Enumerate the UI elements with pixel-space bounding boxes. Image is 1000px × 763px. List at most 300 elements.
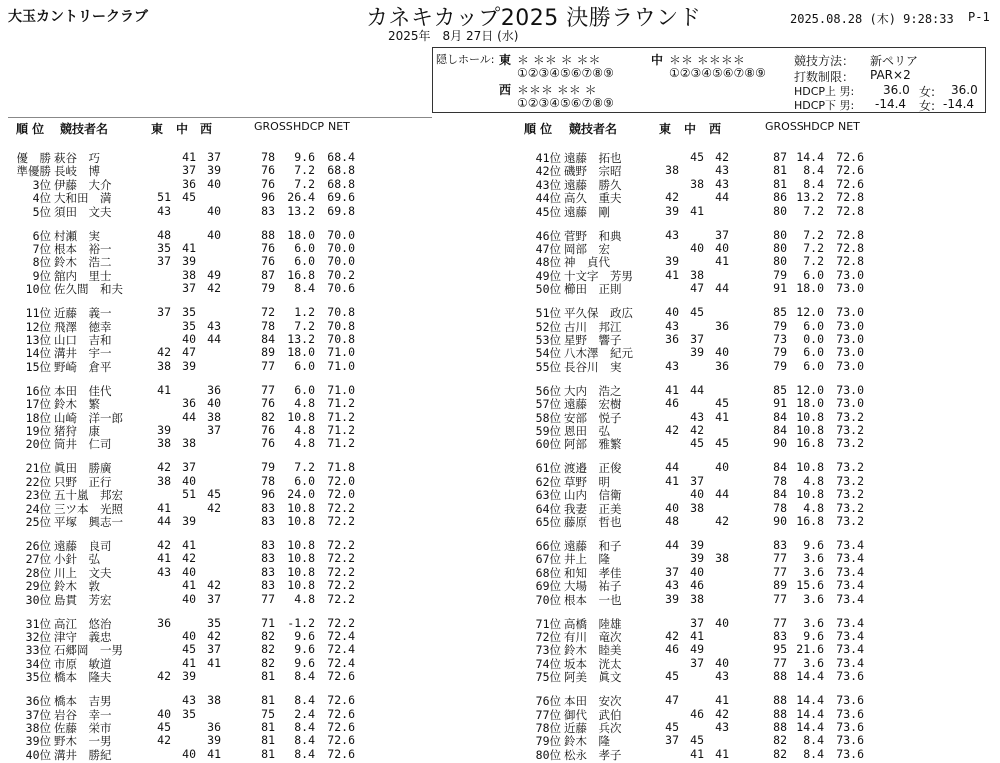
east-score-cell: 45 — [665, 669, 679, 684]
middle-score-cell: 39 — [182, 254, 196, 269]
hdcp-lower-label: HDCP下 男: — [794, 99, 855, 112]
hdcp-cell: 7.2 — [294, 318, 315, 333]
middle-score-cell: 37 — [690, 655, 704, 670]
middle-score-cell: 40 — [182, 591, 196, 606]
gross-cell: 83 — [261, 514, 275, 528]
middle-score-cell: 39 — [182, 669, 196, 684]
middle-score-cell: 47 — [182, 345, 196, 360]
table-row — [500, 383, 1000, 396]
middle-score-cell: 42 — [182, 551, 196, 566]
player-name-cell: 渡邉 正俊 — [564, 461, 622, 476]
rank-cell: 28位 — [25, 565, 51, 580]
middle-score-cell: 38 — [182, 267, 196, 282]
hdcp-cell: 4.8 — [294, 396, 315, 411]
table-row — [500, 474, 1000, 487]
player-name-cell: 五十嵐 邦宏 — [54, 488, 123, 503]
middle-hole-numbers: ①②③④⑤⑥⑦⑧⑨ — [669, 66, 766, 80]
middle-score-cell: 35 — [182, 706, 196, 721]
rank-cell: 78位 — [535, 721, 561, 735]
hdcp-cell: 15.6 — [796, 578, 824, 593]
gross-cell: 81 — [261, 693, 275, 708]
east-score-cell: 39 — [157, 423, 171, 437]
net-cell: 69.6 — [327, 190, 355, 205]
net-cell: 72.2 — [327, 578, 355, 593]
table-row — [0, 410, 440, 423]
header-net: NET — [328, 120, 350, 133]
player-name-cell: 近藤 義一 — [54, 306, 112, 321]
hdcp-lower-male: -14.4 — [875, 97, 907, 111]
hdcp-cell: 10.8 — [796, 423, 824, 437]
east-score-cell: 42 — [665, 423, 679, 437]
middle-score-cell: 41 — [182, 655, 196, 670]
gross-cell: 79 — [261, 281, 275, 296]
table-row — [500, 254, 1000, 270]
gross-cell: 84 — [773, 460, 787, 475]
rank-cell: 38位 — [25, 721, 51, 735]
hdcp-cell: 7.2 — [803, 254, 824, 269]
table-row — [500, 460, 1000, 476]
east-score-cell: 43 — [157, 564, 171, 579]
player-name-cell: 遠藤 剛 — [564, 204, 610, 219]
hdcp-cell: 6.0 — [803, 358, 824, 373]
gross-cell: 87 — [773, 150, 787, 164]
hdcp-cell: 10.8 — [287, 551, 315, 566]
rank-cell: 35位 — [25, 670, 51, 685]
player-name-cell: 遠藤 宏樹 — [564, 397, 622, 412]
middle-score-cell: 38 — [690, 267, 704, 282]
rank-cell: 26位 — [25, 539, 51, 553]
rank-cell: 10位 — [25, 282, 51, 297]
net-cell: 69.8 — [327, 203, 355, 218]
net-cell: 70.8 — [327, 332, 355, 346]
east-score-cell: 38 — [665, 163, 679, 178]
east-score-cell: 44 — [665, 538, 679, 552]
hdcp-cell: 10.8 — [287, 564, 315, 579]
east-score-cell: 42 — [665, 190, 679, 205]
rank-cell: 8位 — [32, 255, 51, 270]
middle-score-cell: 40 — [182, 332, 196, 346]
hdcp-cell: 13.2 — [287, 203, 315, 218]
gross-cell: 76 — [261, 241, 275, 255]
middle-score-cell: 40 — [182, 564, 196, 579]
east-score-cell: 48 — [665, 514, 679, 528]
net-cell: 71.0 — [327, 382, 355, 397]
east-score-cell: 42 — [157, 733, 171, 748]
rank-cell: 29位 — [25, 579, 51, 594]
east-score-cell: 37 — [157, 305, 171, 320]
net-cell: 70.2 — [327, 267, 355, 282]
table-row — [0, 383, 440, 396]
table-row — [500, 190, 1000, 206]
gross-cell: 81 — [773, 176, 787, 191]
table-row — [0, 747, 440, 760]
player-name-cell: 市原 敏道 — [54, 656, 112, 671]
rank-cell: 22位 — [25, 474, 51, 489]
rank-cell: 75位 — [535, 670, 561, 685]
player-name-cell: 津守 義忠 — [54, 630, 112, 644]
rank-cell: 30位 — [25, 592, 51, 607]
header-name: 競技者名 — [60, 122, 109, 136]
west-score-cell: 40 — [207, 227, 221, 242]
net-cell: 71.0 — [327, 358, 355, 373]
west-score-cell: 40 — [207, 176, 221, 191]
east-score-cell: 41 — [665, 473, 679, 488]
results-table-left — [0, 150, 440, 762]
header-east: 東 — [659, 122, 672, 136]
gross-cell: 75 — [261, 706, 275, 721]
hdcp-lower-female: -14.4 — [943, 97, 975, 111]
east-score-cell: 35 — [157, 241, 171, 255]
gross-cell: 77 — [773, 551, 787, 566]
east-score-cell: 40 — [157, 706, 171, 721]
player-name-cell: 溝井 宇一 — [54, 346, 112, 361]
gross-cell: 91 — [773, 281, 787, 296]
net-cell: 72.6 — [836, 176, 864, 191]
rank-cell: 23位 — [25, 488, 51, 503]
player-name-cell: 三ツ本 光照 — [54, 501, 123, 516]
table-row — [500, 592, 1000, 605]
player-name-cell: 遠藤 拓也 — [564, 151, 622, 165]
table-row — [500, 281, 1000, 297]
player-name-cell: 村瀬 実 — [54, 228, 100, 243]
gross-cell: 77 — [261, 358, 275, 373]
west-score-cell: 42 — [207, 578, 221, 593]
table-row — [500, 345, 1000, 361]
east-score-cell: 36 — [157, 615, 171, 630]
rank-cell: 24位 — [25, 501, 51, 516]
middle-score-cell: 47 — [690, 281, 704, 296]
gross-cell: 79 — [773, 345, 787, 360]
net-cell: 72.6 — [327, 669, 355, 684]
middle-score-cell: 39 — [182, 514, 196, 528]
table-row — [0, 656, 440, 669]
player-name-cell: 和知 孝佳 — [564, 565, 622, 580]
table-row — [0, 551, 440, 567]
hdcp-cell: 6.0 — [294, 382, 315, 397]
gross-cell: 88 — [773, 669, 787, 684]
west-score-cell: 36 — [715, 358, 729, 373]
west-score-cell: 42 — [715, 514, 729, 528]
rank-cell: 71位 — [535, 616, 561, 631]
east-score-cell: 42 — [157, 460, 171, 475]
net-cell: 72.4 — [327, 655, 355, 670]
rank-cell: 52位 — [535, 319, 561, 334]
hdcp-cell: 6.0 — [803, 318, 824, 333]
player-name-cell: 高江 悠治 — [54, 616, 112, 631]
table-row — [0, 474, 440, 487]
net-cell: 70.0 — [327, 241, 355, 255]
table-row — [500, 551, 1000, 567]
west-score-cell: 42 — [715, 706, 729, 721]
west-hidden-marks: ＊＊＊ ＊＊ ＊ — [517, 83, 597, 97]
gross-cell: 96 — [261, 190, 275, 205]
middle-score-cell: 41 — [182, 538, 196, 552]
table-row — [0, 345, 440, 361]
west-score-cell: 40 — [715, 655, 729, 670]
net-cell: 72.8 — [836, 241, 864, 255]
player-name-cell: 八木澤 紀元 — [564, 346, 633, 361]
gross-cell: 76 — [261, 254, 275, 269]
player-name-cell: 松永 孝子 — [564, 747, 622, 762]
rank-cell: 準優勝 — [16, 164, 51, 179]
table-row — [500, 720, 1000, 733]
west-score-cell: 41 — [715, 693, 729, 708]
middle-score-cell: 37 — [690, 615, 704, 630]
rank-cell: 53位 — [535, 333, 561, 347]
net-cell: 72.6 — [836, 150, 864, 164]
player-name-cell: 長谷川 実 — [564, 359, 622, 374]
table-row — [0, 281, 440, 297]
east-score-cell: 41 — [157, 500, 171, 515]
gross-cell: 83 — [261, 203, 275, 218]
gross-cell: 83 — [261, 564, 275, 579]
middle-score-cell: 40 — [182, 746, 196, 761]
gross-cell: 80 — [773, 203, 787, 218]
table-row — [0, 629, 440, 642]
table-row — [500, 733, 1000, 749]
net-cell: 72.2 — [327, 615, 355, 630]
table-row — [500, 410, 1000, 423]
middle-score-cell: 36 — [182, 396, 196, 411]
gross-cell: 85 — [773, 382, 787, 397]
west-score-cell: 41 — [207, 746, 221, 761]
rank-cell: 43位 — [535, 177, 561, 192]
table-row — [500, 423, 1000, 436]
hdcp-upper-label: HDCP上 男: — [794, 85, 855, 98]
west-score-cell: 42 — [715, 150, 729, 164]
rank-cell: 11位 — [25, 306, 51, 321]
table-row — [500, 359, 1000, 372]
rank-cell: 46位 — [535, 228, 561, 243]
hdcp-cell: 3.6 — [803, 591, 824, 606]
hdcp-cell: 8.4 — [803, 746, 824, 761]
hdcp-cell: 8.4 — [294, 733, 315, 748]
player-name-cell: 鈴木 敦 — [54, 579, 100, 594]
gross-cell: 89 — [261, 345, 275, 360]
east-hidden-marks: ＊ ＊＊ ＊ ＊＊ — [517, 53, 601, 67]
gross-cell: 81 — [261, 720, 275, 734]
gross-cell: 83 — [261, 538, 275, 552]
player-name-cell: 猪狩 康 — [54, 424, 100, 438]
rank-cell: 47位 — [535, 242, 561, 256]
player-name-cell: 鈴木 浩二 — [54, 255, 112, 270]
east-score-cell: 45 — [665, 720, 679, 734]
net-cell: 73.0 — [836, 318, 864, 333]
rank-cell: 15位 — [25, 359, 51, 374]
gross-cell: 88 — [773, 693, 787, 708]
east-score-cell: 39 — [665, 591, 679, 606]
hdcp-cell: 10.8 — [287, 500, 315, 515]
player-name-cell: 遠藤 勝久 — [564, 177, 622, 192]
east-score-cell: 36 — [665, 332, 679, 346]
gross-cell: 80 — [773, 227, 787, 242]
table-row — [0, 241, 440, 254]
net-cell: 73.6 — [836, 720, 864, 734]
net-cell: 71.2 — [327, 423, 355, 437]
gross-cell: 84 — [261, 332, 275, 346]
east-score-cell: 37 — [665, 733, 679, 748]
rank-cell: 25位 — [25, 515, 51, 529]
net-cell: 72.6 — [327, 706, 355, 721]
rank-cell: 48位 — [535, 255, 561, 270]
table-row — [500, 669, 1000, 685]
gross-cell: 82 — [773, 746, 787, 761]
table-row — [500, 319, 1000, 332]
hdcp-cell: 24.0 — [287, 487, 315, 502]
net-cell: 70.6 — [327, 281, 355, 296]
player-name-cell: 島貫 芳宏 — [54, 592, 112, 607]
net-cell: 73.2 — [836, 460, 864, 475]
club-name: 大玉カントリークラブ — [8, 9, 148, 25]
middle-score-cell: 40 — [182, 473, 196, 488]
hdcp-cell: 4.8 — [803, 473, 824, 488]
rank-cell: 5位 — [32, 204, 51, 219]
net-cell: 73.2 — [836, 514, 864, 528]
player-name-cell: 長岐 博 — [54, 164, 100, 179]
east-score-cell: 38 — [157, 436, 171, 451]
west-score-cell: 42 — [207, 629, 221, 643]
rank-cell: 3位 — [32, 177, 51, 192]
gross-cell: 79 — [773, 358, 787, 373]
west-score-cell: 40 — [715, 345, 729, 360]
hdcp-cell: 14.4 — [796, 693, 824, 708]
middle-score-cell: 45 — [690, 305, 704, 320]
hdcp-cell: 14.4 — [796, 720, 824, 734]
west-score-cell: 40 — [207, 203, 221, 218]
east-score-cell: 38 — [157, 473, 171, 488]
hdcp-cell: 6.0 — [294, 241, 315, 255]
limit-value: PAR×2 — [870, 68, 911, 82]
hdcp-cell: 4.8 — [294, 423, 315, 437]
rank-cell: 69位 — [535, 579, 561, 594]
net-cell: 73.4 — [836, 655, 864, 670]
net-cell: 72.6 — [327, 746, 355, 761]
left-divider — [8, 117, 432, 118]
gross-cell: 87 — [261, 267, 275, 282]
player-name-cell: 小針 弘 — [54, 552, 100, 567]
table-row — [500, 707, 1000, 720]
header-middle: 中 — [684, 122, 697, 136]
player-name-cell: 根本 裕一 — [54, 242, 112, 256]
west-score-cell: 42 — [207, 281, 221, 296]
hdcp-cell: 8.4 — [294, 746, 315, 761]
west-score-cell: 44 — [715, 190, 729, 205]
rank-cell: 41位 — [535, 151, 561, 165]
middle-score-cell: 44 — [690, 382, 704, 397]
player-name-cell: 坂本 洸太 — [564, 656, 622, 671]
net-cell: 73.6 — [836, 706, 864, 721]
gross-cell: 84 — [773, 487, 787, 502]
table-row — [0, 268, 440, 281]
header-gross: GROSS — [254, 120, 293, 133]
table-row — [0, 642, 440, 658]
east-hole-numbers: ①②③④⑤⑥⑦⑧⑨ — [517, 66, 614, 80]
gross-cell: 82 — [261, 642, 275, 657]
gross-cell: 89 — [773, 578, 787, 593]
gross-cell: 72 — [261, 305, 275, 320]
rank-cell: 80位 — [535, 747, 561, 762]
gross-cell: 76 — [261, 396, 275, 411]
rank-cell: 56位 — [535, 383, 561, 398]
rank-cell: 21位 — [25, 461, 51, 476]
west-score-cell: 39 — [207, 163, 221, 178]
west-score-cell: 35 — [207, 615, 221, 630]
rank-cell: 62位 — [535, 474, 561, 489]
west-score-cell: 45 — [715, 436, 729, 451]
method-label: 競技方法： — [794, 54, 855, 68]
table-row — [0, 359, 440, 372]
east-course-label: 東 — [499, 53, 512, 67]
hdcp-cell: 18.0 — [796, 281, 824, 296]
net-cell: 73.0 — [836, 396, 864, 411]
table-row — [0, 460, 440, 476]
east-score-cell: 41 — [157, 382, 171, 397]
net-cell: 73.0 — [836, 267, 864, 282]
net-cell: 72.8 — [836, 190, 864, 205]
hdcp-cell: 7.2 — [294, 176, 315, 191]
rank-cell: 37位 — [25, 707, 51, 722]
table-row — [0, 538, 440, 551]
hdcp-cell: 7.2 — [803, 227, 824, 242]
rank-cell: 66位 — [535, 539, 561, 553]
rank-cell: 51位 — [535, 306, 561, 321]
gross-cell: 80 — [773, 241, 787, 255]
west-score-cell: 39 — [207, 733, 221, 748]
east-score-cell: 37 — [157, 254, 171, 269]
net-cell: 73.4 — [836, 615, 864, 630]
net-cell: 73.4 — [836, 538, 864, 552]
middle-score-cell: 41 — [690, 629, 704, 643]
player-name-cell: 萩谷 巧 — [54, 151, 100, 165]
header-east: 東 — [151, 122, 164, 136]
gross-cell: 85 — [773, 305, 787, 320]
player-name-cell: 櫛田 正則 — [564, 282, 622, 297]
gross-cell: 96 — [261, 487, 275, 502]
east-score-cell: 37 — [665, 564, 679, 579]
middle-score-cell: 37 — [182, 460, 196, 475]
west-score-cell: 43 — [715, 163, 729, 178]
middle-score-cell: 37 — [182, 281, 196, 296]
net-cell: 73.2 — [836, 473, 864, 488]
table-row — [500, 396, 1000, 412]
hdcp-cell: 3.6 — [803, 551, 824, 566]
gross-cell: 83 — [773, 538, 787, 552]
west-score-cell: 43 — [207, 318, 221, 333]
player-name-cell: 飛澤 徳幸 — [54, 319, 112, 334]
net-cell: 73.2 — [836, 500, 864, 515]
player-name-cell: 舘内 里士 — [54, 268, 112, 283]
middle-score-cell: 39 — [182, 358, 196, 373]
table-row — [500, 268, 1000, 281]
rank-cell: 45位 — [535, 204, 561, 219]
hidden-hole-label: 隠しホール: — [436, 53, 495, 66]
gross-cell: 88 — [261, 227, 275, 242]
east-score-cell: 46 — [665, 396, 679, 411]
net-cell: 73.2 — [836, 487, 864, 502]
player-name-cell: 橋本 隆夫 — [54, 670, 112, 685]
player-name-cell: 只野 正行 — [54, 474, 112, 489]
net-cell: 72.2 — [327, 551, 355, 566]
west-score-cell: 43 — [715, 176, 729, 191]
rank-cell: 76位 — [535, 694, 561, 709]
hdcp-cell: 21.6 — [796, 642, 824, 657]
table-row — [500, 204, 1000, 217]
middle-score-cell: 43 — [182, 693, 196, 708]
hdcp-cell: 4.8 — [803, 500, 824, 515]
header-gross: GROSS — [765, 120, 804, 133]
hdcp-cell: 4.8 — [294, 436, 315, 451]
east-score-cell: 47 — [665, 693, 679, 708]
